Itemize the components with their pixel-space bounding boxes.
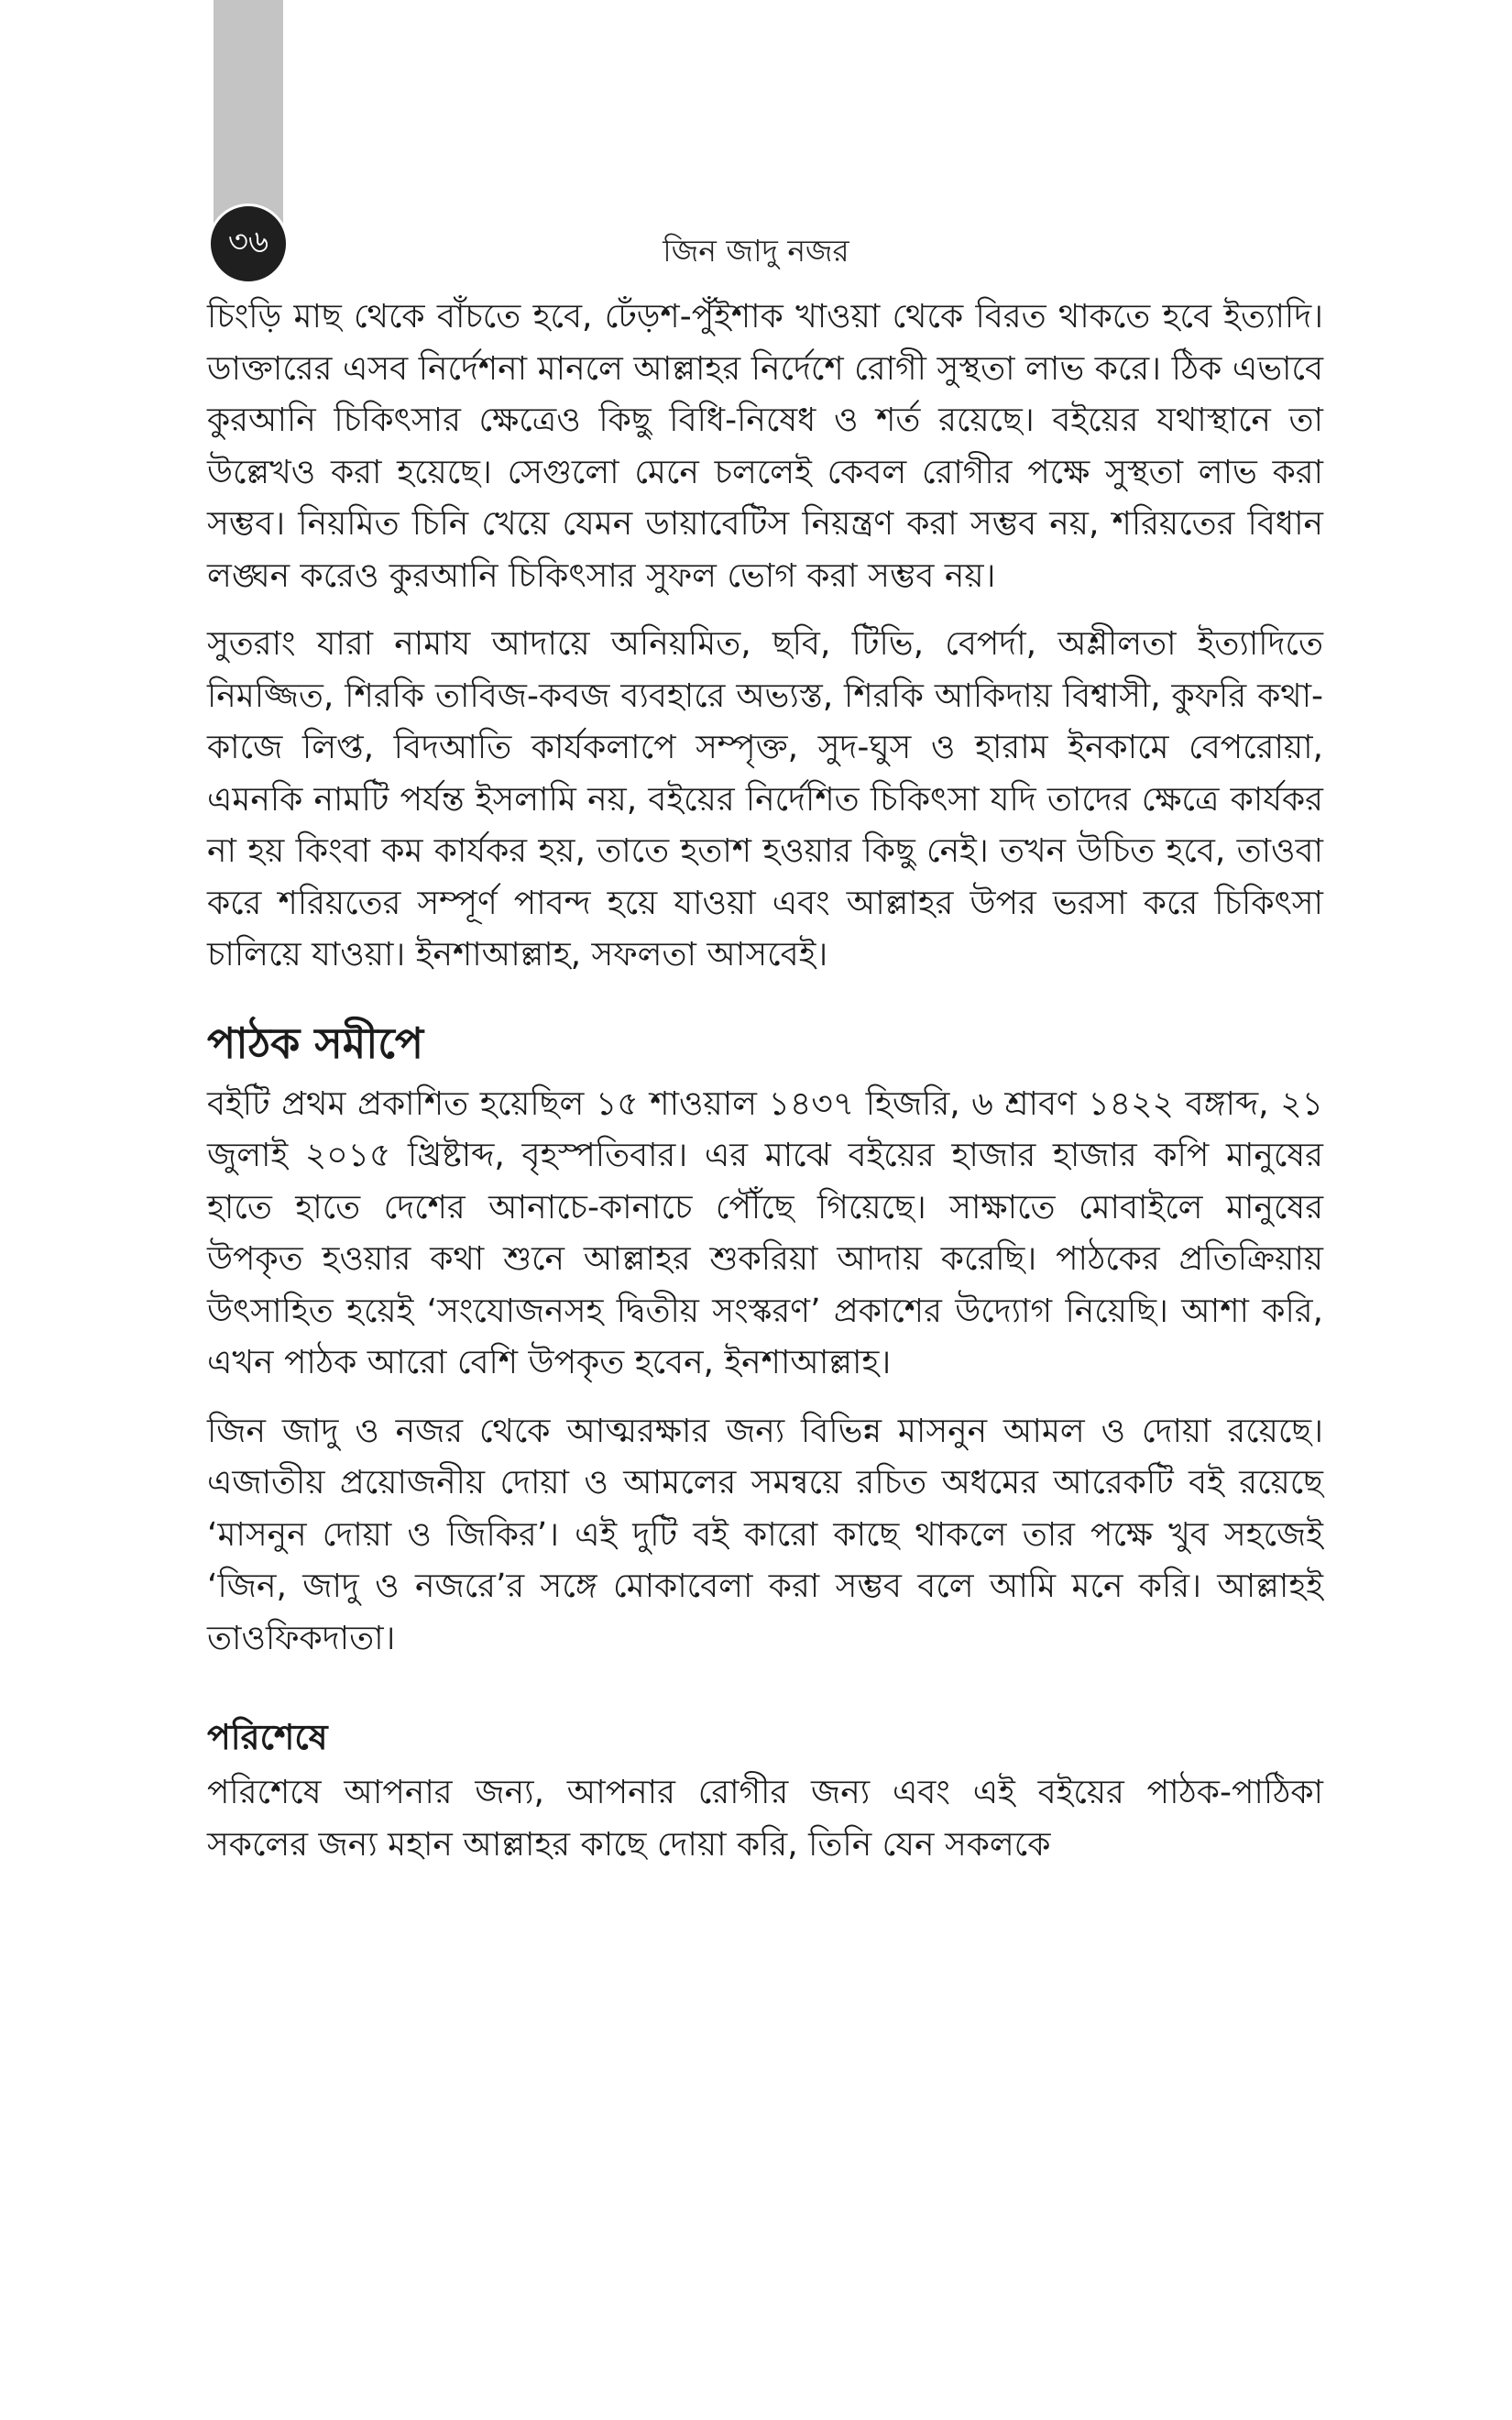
section-heading: পাঠক সমীপে (207, 1018, 424, 1068)
page-number-badge: ৩৬ (208, 204, 289, 284)
page-edge-tab (214, 0, 283, 229)
paragraph: জিন জাদু ও নজর থেকে আত্মরক্ষার জন্য বিভিন্ন মাসনুন আমল ও দোয়া রয়েছে। এজাতীয় প্রয়োজনীয় দোয়া ও আমলের সমন্বয়ে রচিত অধমের আরেকটি বই রয়েছে ‘মাসনুন দোয়া ও জিকির’। এই দুটি বই কারো কাছে থাকলে তার পক্ষে খুব সহজেই ‘জিন, জাদু ও নজরে’র সঙ্গে মোকাবেলা করা সম্ভব বলে আমি মনে করি। আল্লাহই তাওফিকদাতা। (207, 1412, 1323, 1657)
running-header: জিন জাদু নজর (663, 233, 849, 269)
paragraph: সুতরাং যারা নামায আদায়ে অনিয়মিত, ছবি, টিভি, বেপর্দা, অশ্লীলতা ইত্যাদিতে নিমজ্জিত, শিরকি তাবিজ-কবজ ব্যবহারে অভ্যস্ত, শিরকি আকিদায় বিশ্বাসী, কুফরি কথা-কাজে লিপ্ত, বিদআতি কার্যকলাপে সম্পৃক্ত, সুদ-ঘুস ও হারাম ইনকামে বেপরোয়া, এমনকি নামটি পর্যন্ত ইসলামি নয়, বইয়ের নির্দেশিত চিকিৎসা যদি তাদের ক্ষেত্রে কার্যকর না হয় কিংবা কম কার্যকর হয়, তাতে হতাশ হওয়ার কিছু নেই। তখন উচিত হবে, তাওবা করে শরিয়তের সম্পূর্ণ পাবন্দ হয়ে যাওয়া এবং আল্লাহর উপর ভরসা করে চিকিৎসা চালিয়ে যাওয়া। ইনশাআল্লাহ, সফলতা আসবেই। (207, 625, 1323, 974)
section-heading: পরিশেষে (207, 1717, 328, 1757)
paragraph: বইটি প্রথম প্রকাশিত হয়েছিল ১৫ শাওয়াল ১৪৩৭ হিজরি, ৬ শ্রাবণ ১৪২২ বঙ্গাব্দ, ২১ জুলাই ২০১৫ খ্রিষ্টাব্দ, বৃহস্পতিবার। এর মাঝে বইয়ের হাজার হাজার কপি মানুষের হাতে হাতে দেশের আনাচে-কানাচে পৌঁছে গিয়েছে। সাক্ষাতে মোবাইলে মানুষের উপকৃত হওয়ার কথা শুনে আল্লাহর শুকরিয়া আদায় করেছি। পাঠকের প্রতিক্রিয়ায় উৎসাহিত হয়েই ‘সংযোজনসহ দ্বিতীয় সংস্করণ’ প্রকাশের উদ্যোগ নিয়েছি। আশা করি, এখন পাঠক আরো বেশি উপকৃত হবেন, ইনশাআল্লাহ। (207, 1084, 1323, 1381)
paragraph: পরিশেষে আপনার জন্য, আপনার রোগীর জন্য এবং এই বইয়ের পাঠক-পাঠিকা সকলের জন্য মহান আল্লাহর কাছে দোয়া করি, তিনি যেন সকলকে (207, 1774, 1323, 1864)
paragraph: চিংড়ি মাছ থেকে বাঁচতে হবে, ঢেঁড়শ-পুঁইশাক খাওয়া থেকে বিরত থাকতে হবে ইত্যাদি। ডাক্তারের এসব নির্দেশনা মানলে আল্লাহর নির্দেশে রোগী সুস্থতা লাভ করে। ঠিক এভাবে কুরআনি চিকিৎসার ক্ষেত্রেও কিছু বিধি-নিষেধ ও শর্ত রয়েছে। বইয়ের যথাস্থানে তা উল্লেখও করা হয়েছে। সেগুলো মেনে চললেই কেবল রোগীর পক্ষে সুস্থতা লাভ করা সম্ভব। নিয়মিত চিনি খেয়ে যেমন ডায়াবেটিস নিয়ন্ত্রণ করা সম্ভব নয়, শরিয়তের বিধান লঙ্ঘন করেও কুরআনি চিকিৎসার সুফল ভোগ করা সম্ভব নয়। (207, 298, 1323, 595)
page-content (207, 292, 1323, 1887)
